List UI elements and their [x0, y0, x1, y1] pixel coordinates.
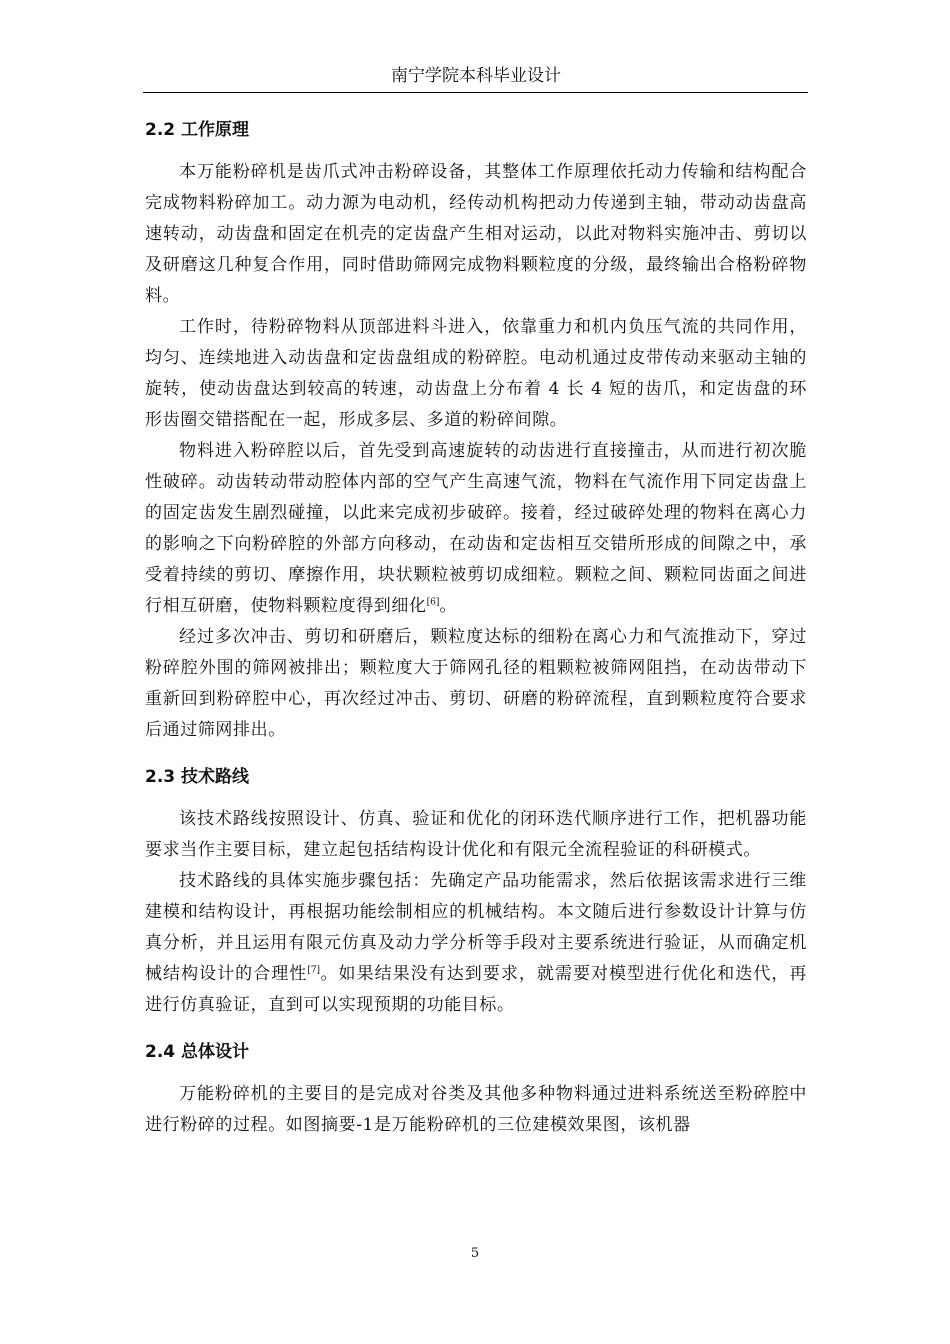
header-rule	[143, 92, 808, 93]
paragraph-tail: 。	[439, 596, 457, 616]
paragraph-tail: 。如果结果没有达到要求，就需要对模型进行优化和迭代，再进行仿真验证，直到可以实现预期的功能目标。	[145, 964, 807, 1015]
paragraph: 万能粉碎机的主要目的是完成对谷类及其他多种物料通过进料系统送至粉碎腔中进行粉碎的过程。如图摘要-1是万能粉碎机的三位建模效果图，该机器	[145, 1084, 807, 1135]
running-header: 南宁学院本科毕业设计	[391, 66, 561, 86]
paragraph: 工作时，待粉碎物料从顶部进料斗进入，依靠重力和机内负压气流的共同作用，均匀、连续地进入动齿盘和定齿盘组成的粉碎腔。电动机通过皮带传动来驱动主轴的旋转，使动齿盘达到较高的转速，动齿盘上分布着 4 长 4 短的齿爪，和定齿盘的环形齿圈交错搭配在一起，形成多层、多道的粉碎间隙。	[145, 317, 807, 430]
paragraph	[145, 436, 807, 622]
paragraph: 经过多次冲击、剪切和研磨后，颗粒度达标的细粉在离心力和气流推动下，穿过粉碎腔外围的筛网被排出；颗粒度大于筛网孔径的粗颗粒被筛网阻挡，在动齿带动下重新回到粉碎腔中心，再次经过冲击、剪切、研磨的粉碎流程，直到颗粒度符合要求后通过筛网排出。	[145, 627, 807, 740]
section-technical-route	[145, 764, 807, 1021]
paragraph: 本万能粉碎机是齿爪式冲击粉碎设备，其整体工作原理依托动力传输和结构配合完成物料粉碎加工。动力源为电动机，经传动机构把动力传递到主轴，带动动齿盘高速转动，动齿盘和固定在机壳的定齿盘产生相对运动，以此对物料实施冲击、剪切以及研磨这几种复合作用，同时借助筛网完成物料颗粒度的分级，最终输出合格粉碎物料。	[145, 162, 807, 306]
paragraph-text: 物料进入粉碎腔以后，首先受到高速旋转的动齿进行直接撞击，从而进行初次脆性破碎。动齿转动带动腔体内部的空气产生高速气流，物料在气流作用下同定齿盘上的固定齿发生剧烈碰撞，以此来完成初步破碎。接着，经过破碎处理的物料在离心力的影响之下向粉碎腔的外部方向移动，在动齿和定齿相互交错所形成的间隙之中，承受着持续的剪切、摩擦作用，块状颗粒被剪切成细粒。颗粒之间、颗粒同齿面之间进行相互研磨，使物料颗粒度得到细化	[145, 441, 807, 616]
section-heading: 2.4 总体设计	[145, 1042, 250, 1062]
page-number: 5	[470, 1246, 480, 1261]
section-heading: 2.2 工作原理	[145, 120, 250, 140]
section-overall-design	[145, 1039, 807, 1141]
section-working-principle	[145, 117, 807, 746]
paragraph	[145, 866, 807, 1021]
citation: [7]	[307, 965, 321, 976]
paragraph-text: 技术路线的具体实施步骤包括：先确定产品功能需求，然后依据该需求进行三维建模和结构设计，再根据功能绘制相应的机械结构。本文随后进行参数设计计算与仿真分析，并且运用有限元仿真及动力学分析等手段对主要系统进行验证，从而确定机械结构设计的合理性	[145, 871, 807, 984]
citation: [6]	[426, 597, 440, 608]
page-body	[145, 117, 807, 1141]
paragraph: 该技术路线按照设计、仿真、验证和优化的闭环迭代顺序进行工作，把机器功能要求当作主要目标，建立起包括结构设计优化和有限元全流程验证的科研模式。	[145, 809, 807, 860]
section-heading: 2.3 技术路线	[145, 767, 250, 787]
